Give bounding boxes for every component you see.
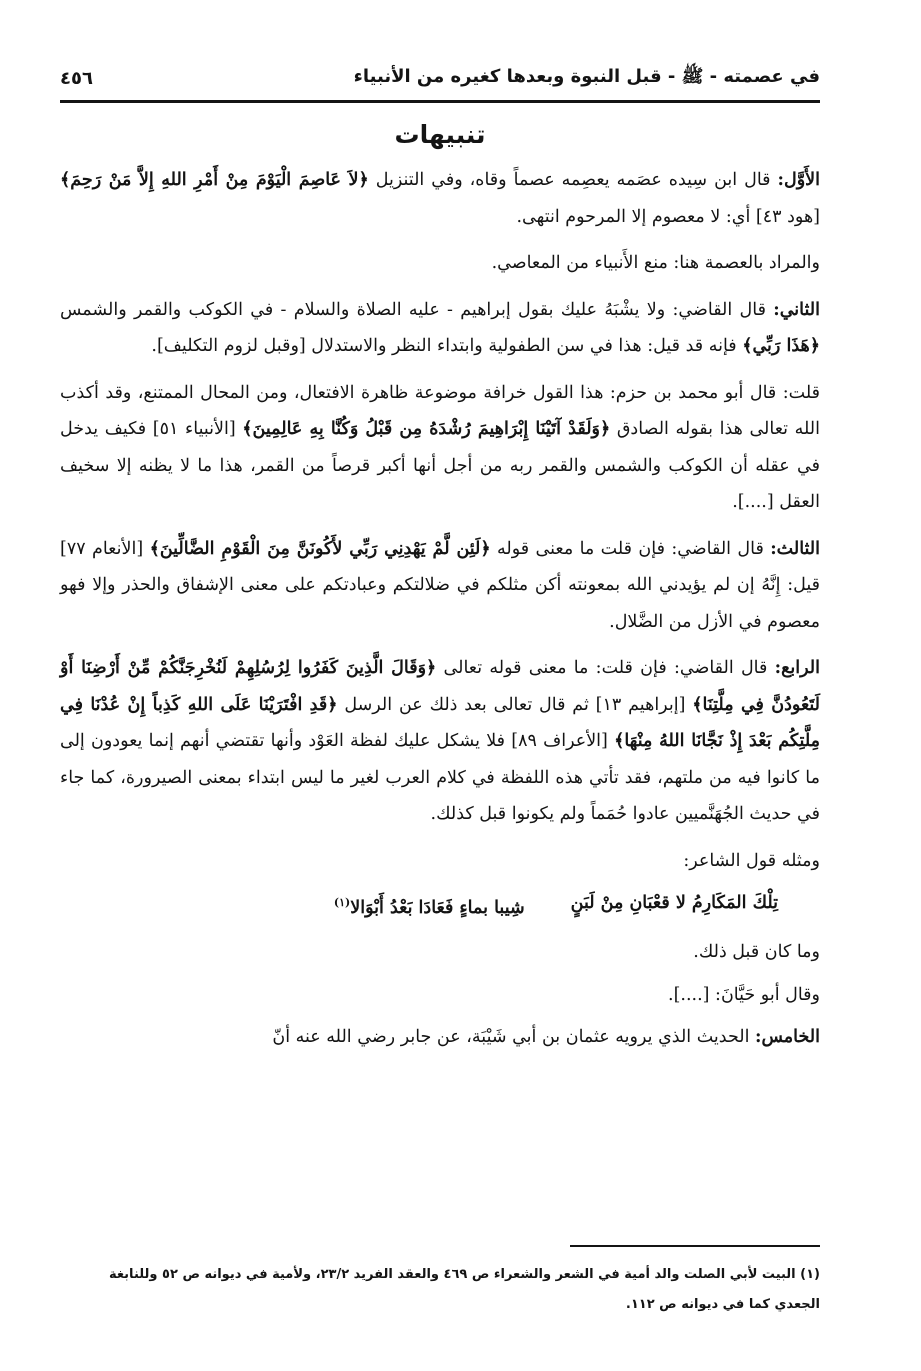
paragraph-text: [الأنعام ٧٧] قيل: إِنَّهُ إن لم يؤيدني الله بمعونته أكن مثلكم في ضلالتكم وعبادتكم على معنى الإشفاق والحذر وإلا فهو معصوم في الأزل من الضَّلال. — [60, 538, 820, 632]
main-text — [60, 162, 820, 1066]
paragraph-text: قال ابن سِيده عصَمه يعصِمه عصماً وقاه، وفي التنزيل — [368, 170, 778, 190]
paragraph-abu-hayyan: وقال أبو حَيَّانَ: [....]. — [668, 984, 820, 1005]
footnote-rule — [570, 1245, 820, 1247]
quran-quote: ﴿قَدِ افْتَرَيْنَا عَلَى اللهِ كَذِباً إِنْ عُدْنَا فِي مِلَّتِكُم بَعْدَ إِذْ نَجَّانَا اللهُ مِنْهَا﴾ — [60, 694, 820, 751]
quran-quote: ﴿وَلَقَدْ آتَيْنَا إِبْرَاهِيمَ رُشْدَهُ مِن قَبْلُ وَكُنَّا بِهِ عَالِمِينَ﴾ — [242, 419, 611, 439]
verse-second-hemistich — [334, 885, 525, 926]
paragraph-text: قال القاضي: فإن قلت: ما معنى قوله تعالى — [436, 658, 775, 678]
paragraph-lead: الخامس: — [755, 1027, 820, 1048]
paragraph-text: قال القاضي: ولا يشْبَهُ عليك بقول إبراهيم - عليه الصلاة والسلام - في الكوكب والقمر والشمس — [60, 299, 774, 320]
quran-quote: ﴿لَئِن لَّمْ يَهْدِنِي رَبِّي لأَكُونَنَّ مِنَ الْقَوْمِ الضَّالِّينَ﴾ — [149, 538, 491, 559]
poetry-verse — [60, 885, 820, 926]
paragraph-poet-intro: ومثله قول الشاعر: — [683, 850, 820, 871]
book-page — [60, 0, 820, 1371]
paragraph-text: قال القاضي: فإن قلت ما معنى قوله — [490, 538, 771, 559]
quran-quote: ﴿هَذَا رَبِّي﴾ — [742, 336, 820, 356]
running-title: في عصمته - ﷺ - قبل النبوة وبعدها كغيره من الأنبياء — [353, 66, 820, 87]
paragraph-text: [هود ٤٣] أي: لا معصوم إلا المرحوم انتهى. — [516, 206, 820, 227]
paragraph-fifth — [60, 1019, 820, 1056]
paragraph-third — [60, 531, 820, 641]
paragraph-ibn-hazm — [60, 375, 820, 521]
paragraph-lead: الرابع: — [774, 658, 820, 678]
footnotes — [60, 1260, 820, 1320]
paragraph-text: فإنه قد قيل: هذا في سن الطفولية وابتداء النظر والاستدلال [وقبل لزوم التكليف]. — [151, 336, 743, 356]
paragraph-fourth — [60, 650, 820, 833]
header-rule — [60, 100, 820, 103]
running-header — [60, 62, 820, 94]
paragraph-lead: الثالث: — [770, 538, 821, 559]
paragraph-text: [الأنبياء ٥١] فكيف يدخل في عقله أن الكوكب والشمس والقمر ربه من أجل أنها أكبر قرصاً من القمر، هذا ما لا يظنه إلا سخيف العقل [....]. — [60, 419, 820, 512]
quran-quote: ﴿وَقَالَ الَّذِينَ كَفَرُوا لِرُسُلِهِمْ لَنُخْرِجَنَّكُمْ مِّنْ أَرْضِنَا أَوْ لَتَعُودُنَّ فِي مِلَّتِنَا﴾ — [60, 658, 821, 715]
paragraph-first — [60, 162, 820, 235]
paragraph-text: قلت: قال أبو محمد بن حزم: هذا القول خرافة موضوعة ظاهرة الافتعال، ومن المحال الممتنع، وقد أكذب الله تعالى هذا بقوله الصادق — [60, 382, 821, 439]
page-number: ٤٥٦ — [60, 67, 93, 89]
footnote-line: (١) البيت لأبي الصلت والد أمية في الشعر والشعراء ص ٤٦٩ والعقد الفريد ٢٣/٢، ولأمية في ديوانه ص ٥٢ وللنابغة — [108, 1267, 820, 1282]
paragraph-lead: الأَوَّل: — [777, 170, 820, 190]
paragraph-definition: والمراد بالعصمة هنا: منع الأَنبياء من المعاصي. — [491, 253, 820, 273]
verse-second-text: شِيبا بماءٍ فَعَادَا بَعْدُ أَبْوَالا — [350, 897, 525, 918]
footnote-line: الجعدي كما في ديوانه ص ١١٢. — [625, 1297, 820, 1312]
paragraph-after-verse: وما كان قبل ذلك. — [693, 942, 820, 963]
paragraph-text: الحديث الذي يرويه عثمان بن أبي شَيْبَة، عن جابر رضي الله عنه أنّ — [272, 1027, 756, 1048]
paragraph-text: [الأعراف ٨٩] فلا يشكل عليك لفظة العَوْد وأنها تقتضي أنهم إنما يعودون إلى ما كانوا فيه من ملتهم، فقد تأتي هذه اللفظة في كلام العرب لغير ما ليس ابتداء بمعنى الصيرورة، كما جاء في حديث الجُهَنَّميين عادوا حُمَماً ولم يكونوا قبل كذلك. — [60, 731, 820, 824]
paragraph-text: [إبراهيم ١٣] ثم قال تعالى بعد ذلك عن الرسل — [337, 694, 693, 715]
footnote-marker: (١) — [333, 896, 351, 909]
section-title: تنبيهات — [394, 120, 486, 149]
verse-first-hemistich: تِلْكَ المَكَارِمُ لا قعْبَانِ مِنْ لَبَنٍ — [570, 893, 778, 913]
paragraph-second — [60, 292, 820, 365]
paragraph-lead: الثاني: — [773, 299, 820, 320]
quran-quote: ﴿لاَ عَاصِمَ الْيَوْمَ مِنْ أَمْرِ اللهِ إِلاَّ مَنْ رَحِمَ﴾ — [60, 170, 369, 190]
